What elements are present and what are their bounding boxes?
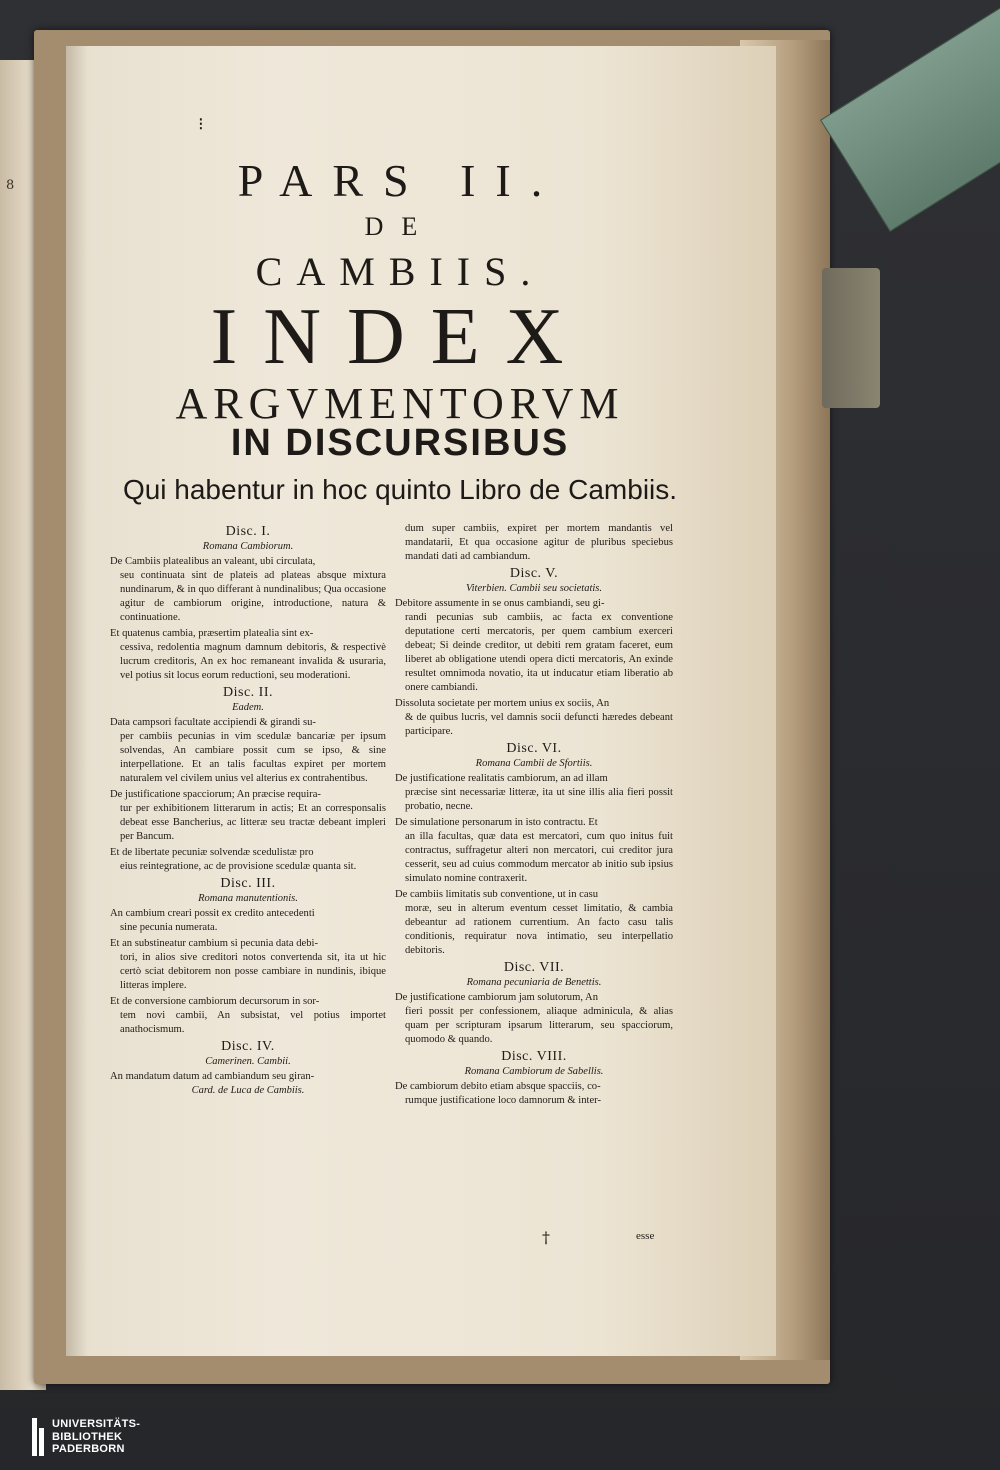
disc-subheading: Camerinen. Cambii.: [205, 1056, 291, 1067]
library-logo-text: [52, 1418, 140, 1456]
disc-heading: Disc. VII.: [503, 960, 565, 975]
entry-body: tem novi cambii, An subsistat, vel potius importet anathocismum.: [120, 1010, 386, 1035]
ink-mark: ⁝: [198, 114, 204, 135]
disc-subheading: Romana manutentionis.: [198, 893, 298, 904]
logo-line: UNIVERSITÄTS-: [52, 1418, 141, 1430]
disc-subheading: Romana Cambiorum.: [202, 541, 294, 552]
entry-body: an illa facultas, quæ data est mercatori, cum quo initus fuit contractus, suffragetur alteri non mercatori, cui creditor jura cesserit, seu ad cuius commodum mercator ab initio sub ipsius simulato nomine contraxerit.: [405, 831, 673, 884]
disc-subheading: Viterbien. Cambii seu societatis.: [466, 583, 602, 594]
entry-first-line: De cambiis limitatis sub conventione, ut in casu: [395, 889, 599, 900]
entry-first-line: Data campsori facultate accipiendi & girandi su-: [110, 717, 316, 728]
logo-line: PADERBORN: [52, 1443, 125, 1455]
entry-first-line: De Cambiis platealibus an valeant, ubi circulata,: [110, 556, 316, 567]
disc-heading: Disc. II.: [223, 685, 273, 700]
right-text-column: [395, 522, 673, 1110]
entry-first-line: De justificatione spacciorum; An præcise requira-: [110, 789, 321, 800]
entry-first-line: Et de conversione cambiorum decursorum in sor-: [110, 996, 320, 1007]
disc-heading: Disc. I.: [225, 524, 271, 539]
title-pars: PARS II.: [237, 155, 563, 206]
disc-subheading: Romana pecuniaria de Benettis.: [466, 977, 602, 988]
entry-first-line: De simulatione personarum in isto contractu. Et: [395, 817, 598, 828]
catchword: esse: [636, 1230, 655, 1242]
title-argumentorum: ARGVMENTORVM: [175, 379, 625, 428]
title-in-discursibus: IN DISCURSIBUS: [230, 422, 570, 464]
entry-first-line: An mandatum datum ad cambiandum seu giran-: [110, 1071, 315, 1082]
disc-subheading: Eadem.: [232, 702, 264, 713]
entry-first-line: Dissoluta societate per mortem unius ex sociis, An: [395, 698, 610, 709]
entry-body: fieri possit per confessionem, aliaque adminicula, & alias quam per scripturam ipsarum litterarum, seu spacciorum, quomodo & quando.: [405, 1006, 673, 1045]
disc-heading: Disc. IV.: [221, 1039, 275, 1054]
disc-subheading: Romana Cambiorum de Sabellis.: [464, 1066, 604, 1077]
entry-first-line: Et quatenus cambia, præsertim platealia sint ex-: [110, 628, 314, 639]
clasp-hinge: [822, 268, 880, 408]
entry-body: præcise sint necessariæ litteræ, ita ut sine illis alia fieri possit probatio, necne.: [405, 787, 673, 812]
library-logo: [32, 1418, 152, 1458]
entry-body: per cambiis pecunias in vim scedulæ bancariæ per ipsum solvendas, An cambiare possit cum se ipso, & sine interpellatione. Et an talis facultas expiret per mortem naturalem vel civilem unius vel alterius ex contrahentibus.: [120, 731, 386, 784]
entry-body: cessiva, redolentia magnum damnum debitoris, & respectivè lucrum creditoris, An ex hoc remaneant invalida & usuraria, vel potius sit locus eorum reductioni, seu moderationi.: [120, 642, 386, 681]
entry-first-line: De cambiorum debito etiam absque spacciis, co-: [395, 1081, 601, 1092]
disc-heading: Disc. III.: [220, 876, 276, 891]
entry-first-line: De justificatione cambiorum jam solutorum, An: [395, 992, 599, 1003]
title-de: DE: [364, 212, 436, 241]
disc-subheading: Romana Cambii de Sfortiis.: [475, 758, 593, 769]
entry-body: sine pecunia numerata.: [120, 922, 218, 933]
disc-heading: Disc. V.: [509, 566, 559, 581]
library-logo-icon: [32, 1418, 46, 1456]
entry-body: seu continuata sint de plateis ad plateas absque mixtura nundinarum, & in quo differant à nundinalibus; Qua occasione agitur de cambiorum origine, introductione, natura & continuatione.: [120, 570, 386, 623]
entry-first-line: An cambium creari possit ex credito antecedenti: [110, 908, 315, 919]
entry-body: tori, in alios sive creditori notos convertenda sit, ita ut hic certò sciat debitorem non posse cambiare in nundinis, ibique litteras implere.: [120, 952, 386, 991]
logo-line: BIBLIOTHEK: [52, 1430, 123, 1443]
signature-line: Card. de Luca de Cambiis.: [191, 1085, 305, 1096]
entry-body: tur per exhibitionem litterarum in actis; Et an corresponsalis debeat esse Bancherius, ac litteræ seu tractæ debeant impleri per Bancum.: [120, 803, 386, 842]
signature-dagger: †: [542, 1228, 550, 1247]
disc-heading: Disc. VI.: [506, 741, 562, 756]
title-subtitle: Qui habentur in hoc quinto Libro de Cambiis.: [122, 474, 678, 505]
entry-body: moræ, seu in alterum eventum cesset limitatio, & cambia debeantur ad rationem currentium. An facto casu talis conditionis, requiratur nova intimatio, seu interpellatio debitoris.: [405, 903, 673, 956]
entry-body: randi pecunias sub cambiis, ac facta ex conventione deputatione certi mercatoris, per quem cambium exerceri debeat; Si deinde creditor, ut debiti rem gratam faceret, eum liberet ab obligatione utendi opera dicti mercatoris, An exinde resultet omnimoda novatio, ita ut inducatur etiam liberatio ab onere cambiandi.: [405, 612, 673, 693]
entry-first-line: De justificatione realitatis cambiorum, an ad illam: [395, 773, 608, 784]
entry-first-line: Debitore assumente in se onus cambiandi, seu gi-: [395, 598, 605, 609]
title-index: INDEX: [210, 293, 590, 381]
entry-first-line: Et de libertate pecuniæ solvendæ scedulistæ pro: [110, 847, 314, 858]
disc-heading: Disc. VIII.: [501, 1049, 567, 1064]
facing-page-mark: 8: [6, 178, 15, 193]
entry-body: rumque justificatione loco damnorum & inter-: [405, 1095, 602, 1106]
gutter-shadow: [66, 46, 88, 1356]
entry-first-line: Et an substineatur cambium si pecunia data debi-: [110, 938, 318, 949]
left-text-column: [110, 522, 386, 1096]
entry-body: eius reintegratione, ac de provisione scedulæ quanta sit.: [120, 861, 357, 872]
entry-body: & de quibus lucris, vel damnis socii defuncti hæredes debeant participare.: [405, 712, 673, 737]
entry-body: dum super cambiis, expiret per mortem mandantis vel mandatarii, Et qua occasione agitur de pluribus speciebus mandati dati ad cambiandum.: [405, 523, 673, 562]
title-cambiis: CAMBIIS.: [255, 249, 545, 294]
